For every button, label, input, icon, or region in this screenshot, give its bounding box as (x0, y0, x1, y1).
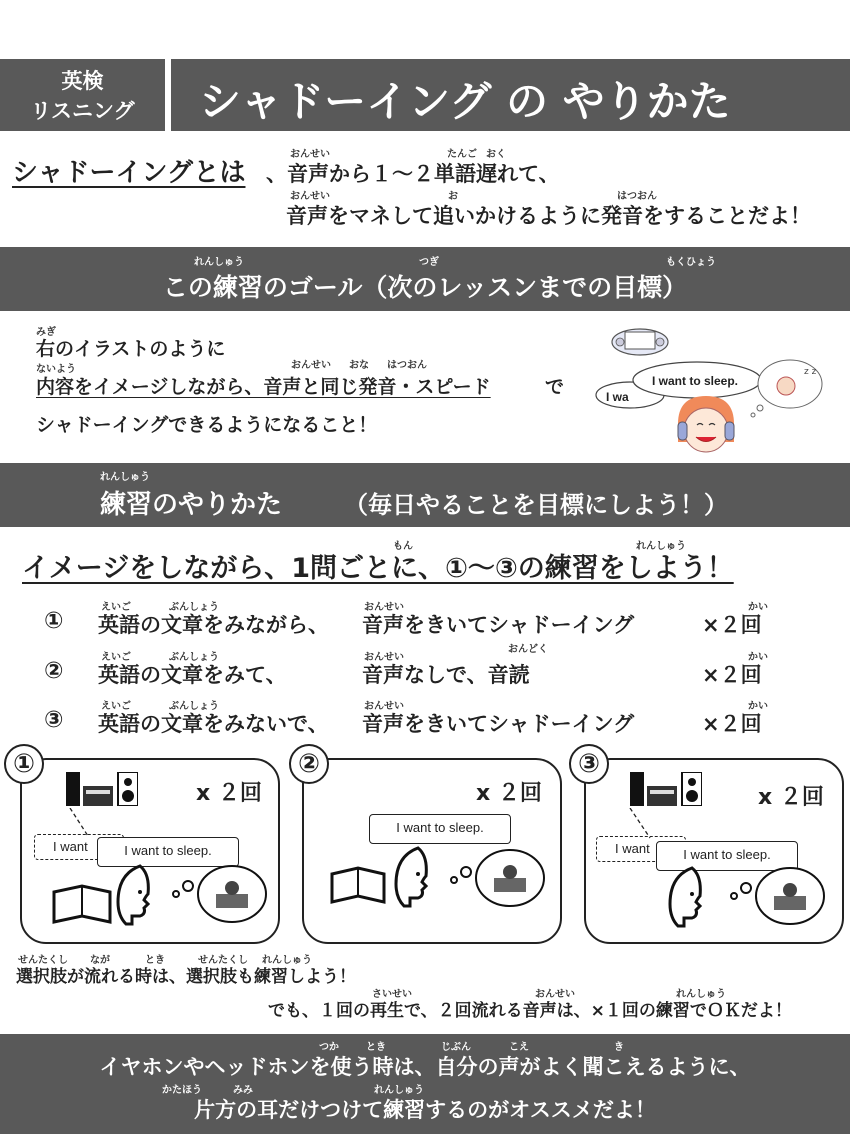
svg-text:z z: z z (804, 367, 817, 377)
goal-bar (0, 247, 850, 311)
dashed-speech-bubble: I want (596, 836, 686, 862)
choices-note-line2: でも、１回の再生で、２回流れる音声は、×１回の練習でＯＫだよ！ (268, 1001, 792, 1021)
svg-text:I want to sleep.: I want to sleep. (652, 374, 739, 388)
ruby-bunsho: ぶんしょう (169, 701, 219, 712)
ruby-bunsho: ぶんしょう (169, 652, 219, 663)
panel-number: ③ (569, 744, 609, 784)
thought-cloud-sleeping-icon (751, 360, 822, 417)
ruby-ondoku: おんどく (508, 644, 548, 655)
panel2-drawings (322, 808, 552, 932)
thought-cloud-sleeping-icon (451, 850, 544, 906)
definition-line1: 、音声から１～２単語遅れて、 (266, 162, 560, 186)
ruby-onsei-goal: おんせい (291, 360, 331, 371)
step-text-b: 音声なしで、音読 (362, 663, 530, 687)
method-heading: 練習のやりかた (100, 490, 283, 520)
dashed-speech-bubble: I want (34, 834, 124, 860)
ruby-onsei: おんせい (364, 652, 404, 663)
header-category (0, 59, 165, 131)
footer-line1: イヤホンやヘッドホンを使う時は、自分の声がよく聞こえるように、 (99, 1055, 751, 1079)
girl-with-headphones-icon (678, 396, 734, 452)
method-heading-sub: （毎日やることを目標にしよう！） (344, 491, 728, 519)
ruby-jibun: じぶん (441, 1042, 471, 1053)
thought-cloud-sleeping-icon (731, 868, 824, 924)
header-title-bar (171, 59, 850, 131)
step-number: ③ (44, 707, 64, 733)
ruby-migi: みぎ (36, 327, 56, 338)
ruby-tsuka: つか (319, 1042, 339, 1053)
speaker-icon (66, 772, 138, 806)
step-count: ×２回 (702, 712, 762, 736)
ruby-renshu-2: れんしゅう (636, 541, 686, 552)
ruby-ki: き (614, 1042, 624, 1053)
panel-count: x ２回 (476, 781, 542, 806)
goal-heading: この練習のゴール（次のレッスンまでの目標） (162, 273, 688, 302)
ruby-renshu-note-2: れんしゅう (676, 989, 726, 1000)
definition-line2: 音声をマネして追いかけるように発音をすることだよ！ (286, 204, 811, 228)
speech-bubble: I want to sleep. (97, 837, 239, 867)
category-line1: 英検 (61, 69, 104, 93)
shadowing-illustration (590, 312, 840, 462)
ruby-mimi: みみ (233, 1085, 253, 1096)
panel3-drawings (600, 808, 830, 932)
ruby-kai: かい (748, 602, 768, 613)
cd-player-icon (612, 329, 668, 355)
step-text-a: 英語の文章をみて、 (98, 663, 287, 687)
footer-line2: 片方の耳だけつけて練習するのがオススメだよ！ (194, 1098, 656, 1122)
choices-note-line1: 選択肢が流れる時は、選択肢も練習しよう！ (16, 967, 356, 987)
book-icon (332, 868, 384, 902)
goal-line2: 内容をイメージしながら、音声と同じ発音・スピード (36, 376, 491, 398)
speaker-icon (630, 772, 702, 806)
ruby-renshu: れんしゅう (194, 257, 244, 268)
ruby-o: お (448, 191, 458, 202)
ruby-naga: なが (90, 955, 110, 966)
ruby-toki: とき (145, 955, 165, 966)
step-count: ×２回 (702, 613, 762, 637)
ruby-onsei-2: おんせい (290, 191, 330, 202)
ruby-tango: たんご (447, 149, 477, 160)
ruby-toki-footer: とき (366, 1042, 386, 1053)
goal-line3: シャドーイングできるようになること！ (36, 414, 378, 436)
ruby-hatsuon: はつおん (617, 191, 657, 202)
step-text-a: 英語の文章をみながら、 (98, 613, 329, 637)
head-icon (396, 848, 426, 906)
ruby-hatsuon-goal: はつおん (387, 360, 427, 371)
ruby-mon: もん (393, 541, 413, 552)
panel-number: ① (4, 744, 44, 784)
goal-line1: 右のイラストのように (36, 338, 226, 360)
speech-bubble: I want to sleep. (656, 841, 798, 871)
ruby-naiyo: ないよう (36, 364, 76, 375)
ruby-kai: かい (748, 652, 768, 663)
step-number: ① (44, 608, 64, 634)
ruby-tsugi: つぎ (419, 257, 439, 268)
goal-line2-tail: で (545, 376, 565, 398)
ruby-eigo: えいご (101, 602, 131, 613)
speech-bubble: I want to sleep. (369, 814, 511, 844)
step-count: ×２回 (702, 663, 762, 687)
ruby-mokuhyo: もくひょう (666, 257, 716, 268)
method-bar (0, 463, 850, 527)
ruby-onsei: おんせい (364, 701, 404, 712)
ruby-bunsho: ぶんしょう (169, 602, 219, 613)
footer-bar (0, 1034, 850, 1134)
thought-cloud-sleeping-icon (173, 866, 266, 922)
panel-count: x ２回 (196, 781, 262, 806)
head-icon (670, 868, 700, 926)
ruby-eigo: えいご (101, 652, 131, 663)
ruby-sentakushi-2: せんたくし (198, 955, 248, 966)
ruby-oku: おく (486, 149, 506, 160)
head-icon (118, 866, 148, 924)
ruby-kai: かい (748, 701, 768, 712)
panel1-drawings (40, 808, 270, 932)
step-number: ② (44, 658, 64, 684)
ruby-renshu-method: れんしゅう (100, 472, 150, 483)
ruby-koe: こえ (509, 1042, 529, 1053)
ruby-sentakushi: せんたくし (18, 955, 68, 966)
page-title: シャドーイング の やりかた (199, 77, 731, 126)
book-icon (54, 886, 110, 922)
svg-text:I wa: I wa (606, 390, 629, 404)
ruby-onsei: おんせい (290, 149, 330, 160)
category-line2: リスニング (30, 99, 135, 123)
ruby-renshu-note: れんしゅう (262, 955, 312, 966)
ruby-katahou: かたほう (162, 1085, 202, 1096)
definition-term: シャドーイングとは (12, 158, 246, 188)
ruby-onsei-note: おんせい (535, 989, 575, 1000)
panel-count: x ２回 (758, 785, 824, 810)
ruby-saisei: さいせい (372, 989, 412, 1000)
ruby-renshu-footer: れんしゅう (374, 1085, 424, 1096)
step-text-b: 音声をきいてシャドーイング (362, 712, 635, 736)
panel-number: ② (289, 744, 329, 784)
ruby-eigo: えいご (101, 701, 131, 712)
step-text-a: 英語の文章をみないで、 (98, 712, 329, 736)
method-instruction: イメージをしながら、1問ごとに、①～③の練習をしよう！ (22, 553, 734, 584)
ruby-onaji: おな (349, 360, 369, 371)
step-text-b: 音声をきいてシャドーイング (362, 613, 635, 637)
ruby-onsei: おんせい (364, 602, 404, 613)
